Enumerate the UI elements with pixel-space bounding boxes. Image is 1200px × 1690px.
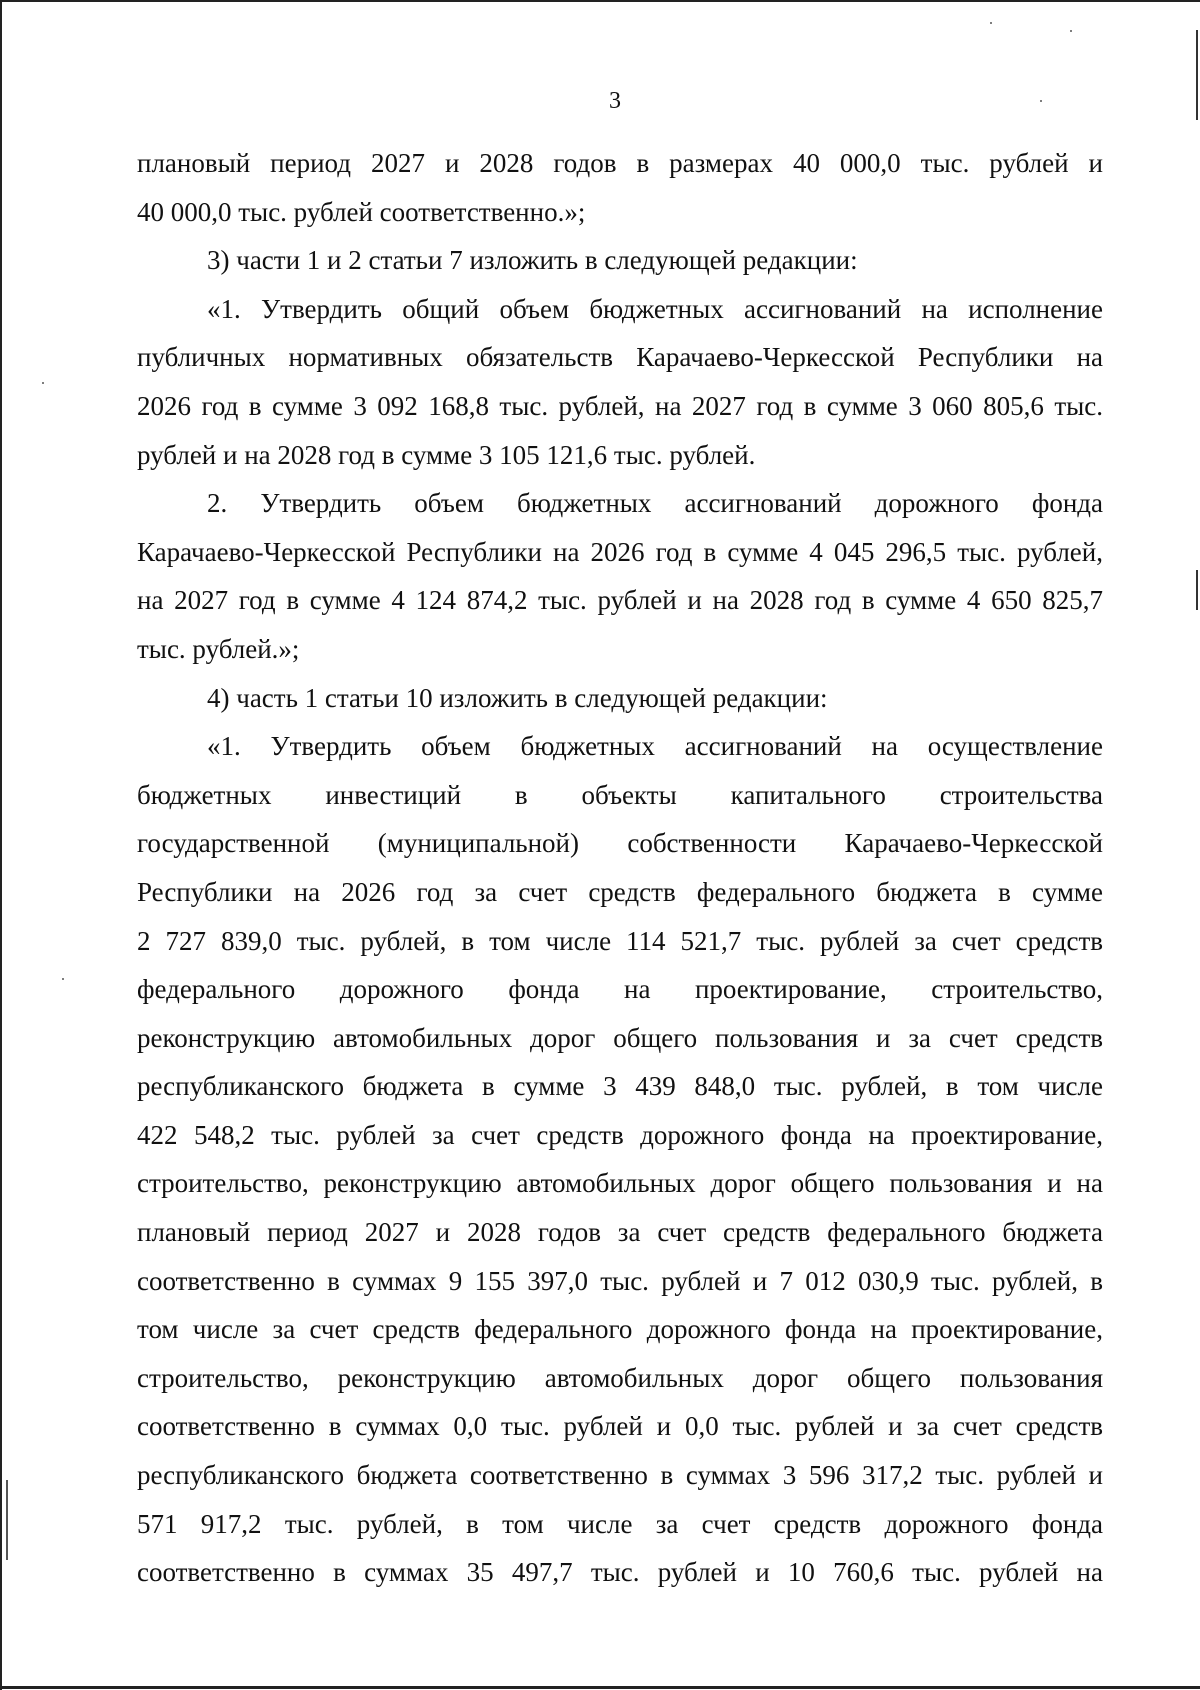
text-line: том числе за счет средств федерального дорожного фонда на проектирование,	[137, 1314, 1103, 1345]
text-line: Республики на 2026 год за счет средств федерального бюджета в сумме	[137, 876, 1103, 907]
text-line: бюджетных инвестиций в объекты капитального строительства	[137, 779, 1103, 810]
text-line: на 2027 год в сумме 4 124 874,2 тыс. рублей и на 2028 год в сумме 4 650 825,7	[137, 585, 1103, 616]
scan-edge-right-mark	[1196, 570, 1198, 610]
scan-edge-top	[0, 0, 1200, 2]
text-line: 40 000,0 тыс. рублей соответственно.»;	[137, 196, 586, 227]
text-line: соответственно в суммах 0,0 тыс. рублей и 0,0 тыс. рублей и за счет средств	[137, 1411, 1103, 1442]
document-body	[137, 139, 1103, 1597]
scan-edge-left	[0, 0, 2, 1690]
scan-speck	[62, 978, 64, 980]
text-line: строительство, реконструкцию автомобильных дорог общего пользования и на	[137, 1168, 1103, 1199]
text-line: 3) части 1 и 2 статьи 7 изложить в следующей редакции:	[207, 245, 858, 276]
text-line: «1. Утвердить объем бюджетных ассигнований на осуществление	[207, 731, 1103, 762]
page-number: 3	[609, 88, 621, 114]
text-line: публичных нормативных обязательств Карачаево-Черкесской Республики на	[137, 342, 1103, 373]
scan-speck	[990, 22, 992, 24]
text-line: государственной (муниципальной) собственности Карачаево-Черкесской	[137, 828, 1103, 859]
text-line: федерального дорожного фонда на проектирование, строительство,	[137, 974, 1103, 1005]
text-line: тыс. рублей.»;	[137, 633, 300, 664]
text-line: республиканского бюджета соответственно в суммах 3 596 317,2 тыс. рублей и	[137, 1460, 1103, 1491]
text-line: 2026 год в сумме 3 092 168,8 тыс. рублей, на 2027 год в сумме 3 060 805,6 тыс.	[137, 390, 1103, 421]
text-line: 571 917,2 тыс. рублей, в том числе за счет средств дорожного фонда	[137, 1508, 1103, 1539]
text-line: 2. Утвердить объем бюджетных ассигнований дорожного фонда	[207, 488, 1103, 519]
text-line: реконструкцию автомобильных дорог общего пользования и за счет средств	[137, 1022, 1103, 1053]
text-line: соответственно в суммах 35 497,7 тыс. рублей и 10 760,6 тыс. рублей на	[137, 1557, 1103, 1588]
text-line: рублей и на 2028 год в сумме 3 105 121,6 тыс. рублей.	[137, 439, 756, 470]
scan-speck	[1070, 30, 1072, 32]
scan-speck	[42, 382, 44, 384]
text-line: плановый период 2027 и 2028 годов в размерах 40 000,0 тыс. рублей и	[137, 148, 1103, 178]
scan-edge-bottom	[0, 1686, 1200, 1689]
scan-edge-left-mark	[6, 1480, 8, 1560]
text-line: 4) часть 1 статьи 10 изложить в следующей редакции:	[207, 682, 828, 713]
text-line: «1. Утвердить общий объем бюджетных ассигнований на исполнение	[207, 293, 1103, 324]
text-line: соответственно в суммах 9 155 397,0 тыс. рублей и 7 012 030,9 тыс. рублей, в	[137, 1265, 1103, 1296]
text-line: плановый период 2027 и 2028 годов за счет средств федерального бюджета	[137, 1217, 1103, 1248]
text-line: Карачаево-Черкесской Республики на 2026 год в сумме 4 045 296,5 тыс. рублей,	[137, 536, 1103, 567]
text-line: 2 727 839,0 тыс. рублей, в том числе 114 521,7 тыс. рублей за счет средств	[137, 925, 1103, 956]
text-line: республиканского бюджета в сумме 3 439 848,0 тыс. рублей, в том числе	[137, 1071, 1103, 1102]
text-line: строительство, реконструкцию автомобильных дорог общего пользования	[137, 1362, 1103, 1393]
text-line: 422 548,2 тыс. рублей за счет средств дорожного фонда на проектирование,	[137, 1119, 1103, 1150]
